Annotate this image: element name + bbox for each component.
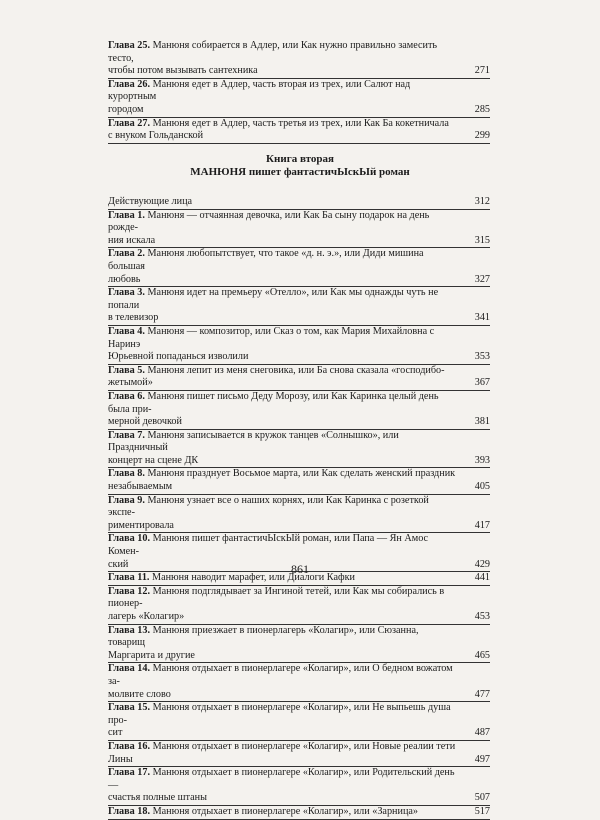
chapter-label: Глава 6. <box>108 390 145 402</box>
entry-title-line <box>108 65 462 78</box>
chapter-label: Глава 26. <box>108 78 151 90</box>
page-ref: 271 <box>474 65 490 77</box>
toc-entry-line <box>108 274 490 288</box>
entry-text: Манюня отдыхает в пионерлагере «Колагир», или Не выпьешь душа про- <box>108 702 451 726</box>
chapter-label: Глава 3. <box>108 287 145 299</box>
entry-title-line <box>108 40 462 65</box>
entry-text: Манюня отдыхает в пионерлагере «Колагир», или О бедном вожатом за- <box>108 663 453 687</box>
entry-title-line <box>108 248 462 273</box>
toc-entry-line <box>108 520 490 534</box>
entry-title-line <box>108 416 462 429</box>
entry-title-line <box>108 351 462 364</box>
toc-entry <box>108 248 490 287</box>
chapter-label: Глава 7. <box>108 429 145 441</box>
toc-top <box>108 40 490 144</box>
entry-title-line <box>108 104 462 117</box>
entry-text: Манюня празднует Восьмое марта, или Как сделать женский праздник <box>147 468 456 480</box>
entry-text: риментировала <box>108 519 174 531</box>
toc-entry-line <box>108 650 490 664</box>
toc-entry <box>108 365 490 391</box>
page-ref: 299 <box>474 130 490 142</box>
toc-entry <box>108 79 490 118</box>
toc-entry <box>108 586 490 625</box>
page-ref: 497 <box>474 753 490 765</box>
entry-text: Манюня любопытствует, что такое «д. н. э.», или Диди мишина большая <box>108 248 424 272</box>
characters-page: 312 <box>474 196 490 207</box>
toc-entry-characters <box>108 196 490 210</box>
toc-entry-line <box>108 455 490 469</box>
toc-entry-line <box>108 727 490 741</box>
entry-title-line <box>108 287 462 312</box>
toc-entry-line <box>108 767 490 792</box>
entry-text: жетымой» <box>108 377 153 389</box>
toc-entry-line <box>108 312 490 326</box>
page-ref: 315 <box>474 234 490 246</box>
entry-title-line <box>108 792 462 805</box>
entry-title-line <box>108 274 462 287</box>
entry-title-line <box>108 391 462 416</box>
toc-entry <box>108 767 490 806</box>
entry-text: любовь <box>108 273 141 285</box>
entry-text: Манюня отдыхает в пионерлагере «Колагир», или «Зарница» <box>152 805 419 817</box>
page-ref: 487 <box>474 727 490 739</box>
entry-text: концерт на сцене ДК <box>108 454 199 466</box>
toc-entry-line <box>108 792 490 806</box>
page-ref: 353 <box>474 351 490 363</box>
entry-text: Манюня отдыхает в пионерлагере «Колагир», или Родительский день — <box>108 767 455 791</box>
page-number: 861 <box>291 562 309 576</box>
entry-title-line <box>108 754 462 767</box>
entry-text: Манюня пишет письмо Деду Морозу, или Как Каринка целый день была при- <box>108 390 439 415</box>
chapter-label: Глава 14. <box>108 663 151 675</box>
toc-entry-line <box>108 210 490 235</box>
toc-entry <box>108 40 490 79</box>
entry-title-line <box>108 520 462 533</box>
toc-entry-line <box>108 663 490 688</box>
toc-entry-line <box>108 248 490 273</box>
toc-entry <box>108 210 490 249</box>
page-ref: 465 <box>474 649 490 661</box>
toc-entry-line <box>108 377 490 391</box>
entry-text: молвите слово <box>108 688 171 700</box>
entry-text: городом <box>108 103 144 115</box>
toc-entry <box>108 118 490 144</box>
entry-title-line <box>108 312 462 325</box>
entry-title-line <box>108 727 462 740</box>
entry-title-line <box>108 650 462 663</box>
page-ref: 381 <box>474 416 490 428</box>
chapter-label: Глава 10. <box>108 533 151 545</box>
toc-entry-line <box>108 79 490 104</box>
chapter-label: Глава 25. <box>108 40 151 51</box>
entry-text: Манюня едет в Адлер, часть вторая из трех, или Салют над курортным <box>108 78 411 103</box>
toc-entry-line <box>108 65 490 79</box>
toc-entry-line <box>108 625 490 650</box>
entry-text: Манюня узнает все о наших корнях, или Как Каринка с розеткой экспе- <box>108 494 429 519</box>
entry-title-line <box>108 377 462 390</box>
page-ref: 453 <box>474 611 490 622</box>
chapter-label: Глава 11. <box>108 572 150 584</box>
page-ref: 285 <box>474 103 490 115</box>
toc-entry-line <box>108 104 490 118</box>
toc-entry-line <box>108 533 490 558</box>
characters-label: Действующие лица <box>108 196 193 207</box>
toc-entry-line <box>108 351 490 365</box>
entry-text: Лины <box>108 753 133 765</box>
entry-text: Юрьевной попаданься изволили <box>108 351 249 363</box>
entry-title-line <box>108 586 462 611</box>
chapter-label: Глава 1. <box>108 209 145 221</box>
page-ref: 417 <box>474 519 490 531</box>
chapter-label: Глава 2. <box>108 248 145 260</box>
entry-text: Манюня едет в Адлер, часть третья из трех, или Как Ба кокетничала <box>152 117 449 129</box>
toc-entry <box>108 741 490 767</box>
entry-text: Манюня приезжает в пионерлагерь «Колагир», или Сюзанна, товарищ <box>108 624 419 649</box>
entry-text: ский <box>108 558 129 570</box>
entry-title-line <box>108 326 462 351</box>
toc-entry <box>108 430 490 469</box>
entry-title-line <box>108 767 462 792</box>
entry-title-line <box>108 806 462 819</box>
toc-entry <box>108 468 490 494</box>
entry-text: Маргарита и другие <box>108 649 195 661</box>
entry-text: чтобы потом вызывать сантехника <box>108 65 258 77</box>
entry-title-line <box>108 611 462 624</box>
chapter-label: Глава 8. <box>108 468 145 480</box>
toc-entry-line <box>108 118 490 131</box>
entry-title-line <box>108 481 462 494</box>
chapter-label: Глава 16. <box>108 740 151 752</box>
entry-title-line <box>108 533 462 558</box>
entry-title-line <box>108 210 462 235</box>
book-name: МАНЮНЯ пишет фантастичЫскЫй роман <box>190 166 410 178</box>
toc-entry-line <box>108 741 490 754</box>
page-ref: 477 <box>474 688 490 700</box>
page-ref: 393 <box>474 454 490 466</box>
entry-text: Манюня — отчаянная девочка, или Как Ба сыну подарок на день рожде- <box>108 209 430 234</box>
toc-entry <box>108 806 490 820</box>
entry-title-line <box>108 495 462 520</box>
entry-text: сит <box>108 727 123 739</box>
entry-text: Манюня записывается в кружок танцев «Солнышко», или Праздничный <box>108 429 399 454</box>
entry-text: Манюня пишет фантастичЫскЫй роман, или Папа — Ян Амос Комен- <box>108 533 429 558</box>
chapter-label: Глава 17. <box>108 767 151 779</box>
entry-title-line <box>108 689 462 702</box>
toc-entry-line <box>108 806 490 820</box>
entry-text: незабываемым <box>108 481 173 493</box>
entry-title-line <box>108 663 462 688</box>
entry-text: с внуком Гольданской <box>108 130 204 142</box>
toc-entry-line <box>108 130 490 144</box>
entry-text: в телевизор <box>108 312 159 324</box>
chapter-label: Глава 27. <box>108 117 151 129</box>
entry-text: мерной девочкой <box>108 416 182 428</box>
page-ref: 367 <box>474 377 490 389</box>
entry-title-line <box>108 468 462 481</box>
page-ref: 405 <box>474 481 490 493</box>
entry-text: ния искала <box>108 234 156 246</box>
toc-entry-line <box>108 365 490 378</box>
toc-entry-line <box>108 481 490 495</box>
toc-entry-line <box>108 754 490 768</box>
entry-title-line <box>108 455 462 468</box>
entry-text: лагерь «Колагир» <box>108 611 185 622</box>
entry-title-line <box>108 741 462 754</box>
toc-entry-line <box>108 430 490 455</box>
chapter-label: Глава 4. <box>108 325 145 337</box>
entry-title-line <box>108 79 462 104</box>
entry-text: счастья полные штаны <box>108 792 207 804</box>
toc-entry-line <box>108 235 490 249</box>
entry-text: Манюня лепит из меня снеговика, или Ба снова сказала «господибо- <box>147 364 445 376</box>
toc-entry-line <box>108 586 490 611</box>
toc-entry-line <box>108 326 490 351</box>
entry-text: Манюня подглядывает за Ингиной тетей, или Как мы собирались в пионер- <box>108 585 445 610</box>
toc-entry-line <box>108 416 490 430</box>
toc-bottom <box>108 196 490 820</box>
toc-entry <box>108 625 490 664</box>
book-title: Книга вторая <box>266 153 334 165</box>
chapter-label: Глава 9. <box>108 494 145 506</box>
entry-title-line <box>108 118 462 131</box>
page-ref: 429 <box>474 558 490 570</box>
chapter-label: Глава 5. <box>108 364 145 376</box>
entry-title-line <box>108 130 462 143</box>
entry-text: Манюня отдыхает в пионерлагере «Колагир», или Новые реалии тети <box>152 740 456 752</box>
toc-entry <box>108 326 490 365</box>
page-ref: 507 <box>474 792 490 804</box>
page-ref: 441 <box>474 572 490 584</box>
toc-entry <box>108 287 490 326</box>
chapter-label: Глава 13. <box>108 624 151 636</box>
entry-title-line <box>108 365 462 378</box>
page-ref: 517 <box>474 805 490 817</box>
toc-entry-line <box>108 287 490 312</box>
toc-entry-line <box>108 611 490 625</box>
toc-entry-line <box>108 468 490 481</box>
chapter-label: Глава 12. <box>108 585 151 597</box>
toc-entry-line <box>108 391 490 416</box>
page-ref: 327 <box>474 273 490 285</box>
page-ref: 341 <box>474 312 490 324</box>
entry-text: Манюня идет на премьеру «Отелло», или Как мы однажды чуть не попали <box>108 287 439 311</box>
entry-title-line <box>108 430 462 455</box>
chapter-label: Глава 15. <box>108 702 151 714</box>
entry-title-line <box>108 625 462 650</box>
toc-entry-line <box>108 702 490 727</box>
entry-text: Манюня — композитор, или Сказ о том, как Мария Михайловна с Наринэ <box>108 325 435 350</box>
toc-entry-line <box>108 689 490 703</box>
chapter-label: Глава 18. <box>108 805 151 817</box>
toc-entry <box>108 391 490 430</box>
entry-title-line <box>108 235 462 248</box>
entry-title-line <box>108 702 462 727</box>
toc-entry <box>108 702 490 741</box>
entry-text: Манюня собирается в Адлер, или Как нужно правильно замесить тесто, <box>108 40 438 64</box>
toc-entry-line <box>108 495 490 520</box>
toc-entry <box>108 663 490 702</box>
toc-entry <box>108 495 490 534</box>
toc-entry-line <box>108 40 490 65</box>
entry-text: Манюня наводит марафет, или Диалоги Кафки <box>152 572 355 584</box>
